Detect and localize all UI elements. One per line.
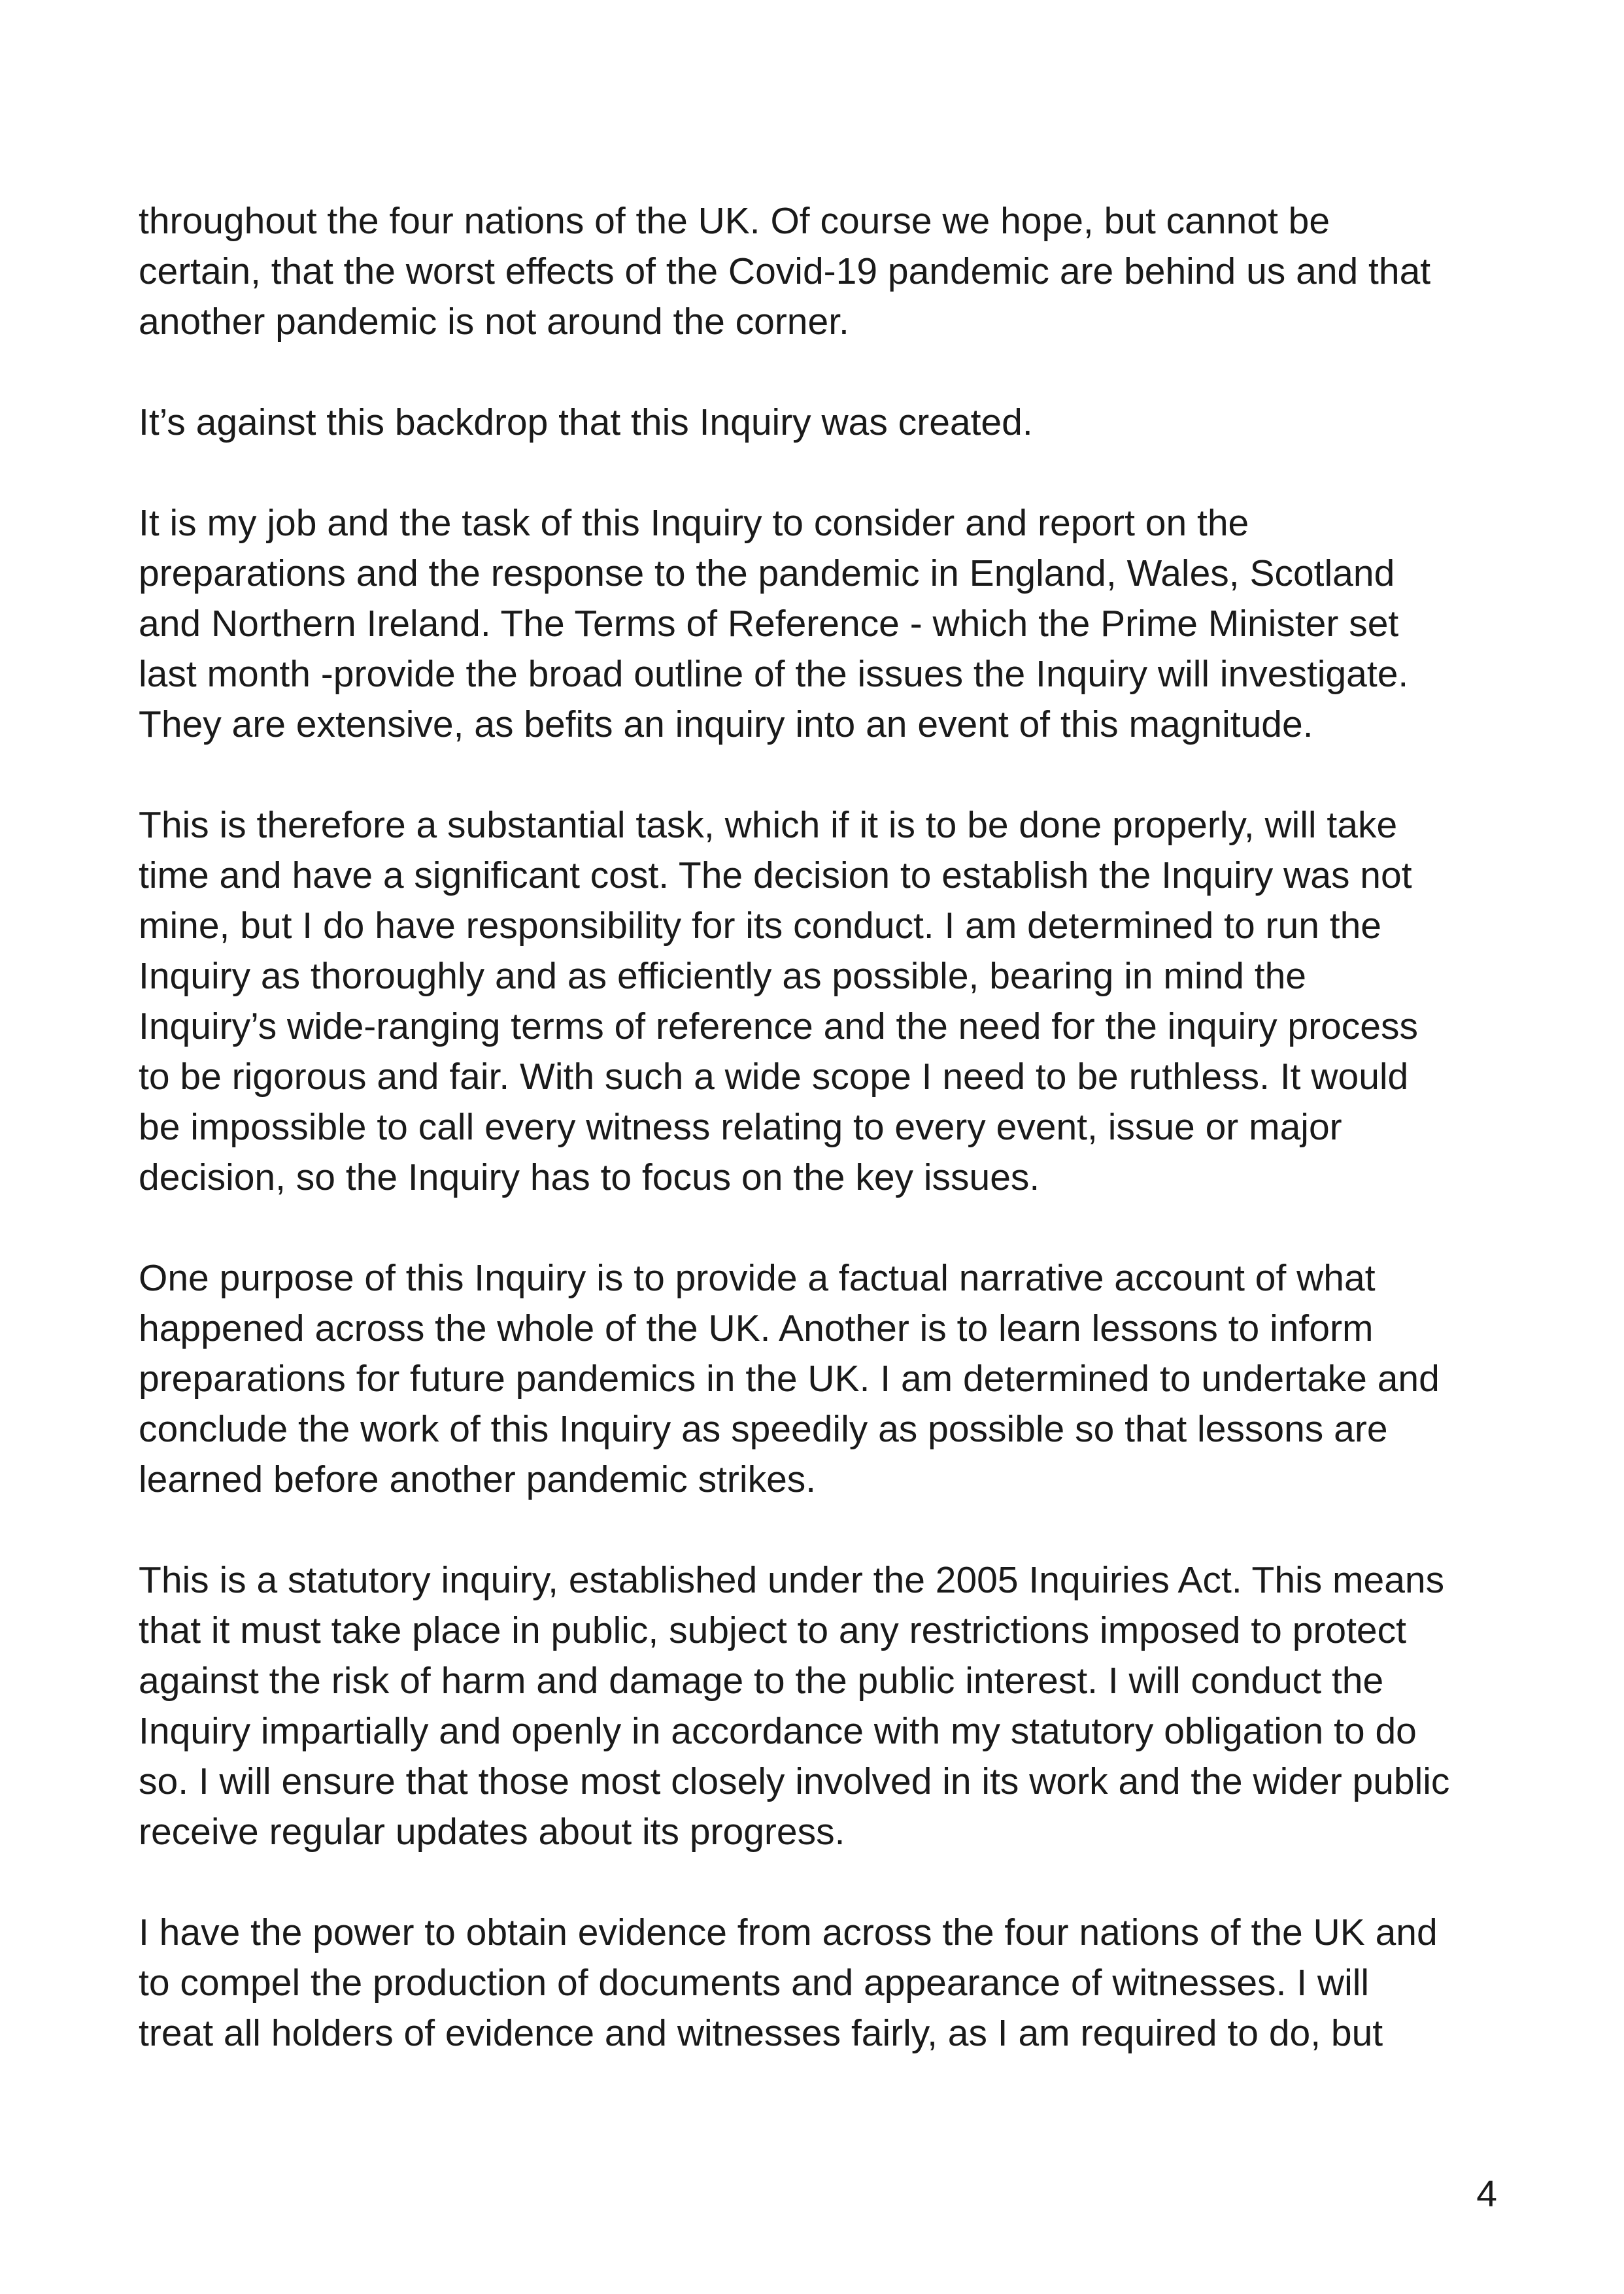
paragraph-line: happened across the whole of the UK. Another is to learn lessons to inform (139, 1307, 1374, 1349)
paragraph-line: conclude the work of this Inquiry as speedily as possible so that lessons are (139, 1408, 1388, 1450)
paragraph-line: I have the power to obtain evidence from across the four nations of the UK and (139, 1912, 1438, 1953)
paragraph-line: time and have a significant cost. The decision to establish the Inquiry was not (139, 854, 1412, 896)
paragraph-4 (139, 800, 1512, 1203)
paragraph-7 (139, 1908, 1512, 2059)
paragraph-2 (139, 397, 1512, 448)
paragraph-line: It is my job and the task of this Inquiry to consider and report on the (139, 502, 1249, 544)
paragraph-line: be impossible to call every witness relating to every event, issue or major (139, 1106, 1342, 1148)
paragraph-line: throughout the four nations of the UK. Of course we hope, but cannot be (139, 200, 1330, 242)
paragraph-1 (139, 196, 1512, 347)
paragraph-line: preparations for future pandemics in the UK. I am determined to undertake and (139, 1358, 1440, 1400)
paragraph-line: preparations and the response to the pandemic in England, Wales, Scotland (139, 552, 1395, 594)
paragraph-line: to compel the production of documents and appearance of witnesses. I will (139, 1962, 1370, 2004)
paragraph-line: decision, so the Inquiry has to focus on the key issues. (139, 1156, 1040, 1198)
paragraph-line: certain, that the worst effects of the Covid-19 pandemic are behind us and that (139, 250, 1431, 292)
paragraph-line: receive regular updates about its progress. (139, 1811, 845, 1853)
paragraph-line: They are extensive, as befits an inquiry into an event of this magnitude. (139, 703, 1313, 745)
paragraph-line: This is therefore a substantial task, which if it is to be done properly, will take (139, 804, 1398, 846)
paragraph-line: Inquiry as thoroughly and as efficiently as possible, bearing in mind the (139, 955, 1307, 997)
paragraph-line: Inquiry impartially and openly in accordance with my statutory obligation to do (139, 1710, 1417, 1752)
paragraph-3 (139, 498, 1512, 750)
page-number: 4 (1476, 2173, 1497, 2215)
paragraph-line: This is a statutory inquiry, established under the 2005 Inquiries Act. This means (139, 1559, 1445, 1601)
paragraph-line: It’s against this backdrop that this Inquiry was created. (139, 401, 1033, 443)
paragraph-line: Inquiry’s wide-ranging terms of reference and the need for the inquiry process (139, 1005, 1419, 1047)
paragraph-line: against the risk of harm and damage to the public interest. I will conduct the (139, 1660, 1384, 1702)
paragraph-line: treat all holders of evidence and witnesses fairly, as I am required to do, but (139, 2012, 1383, 2054)
paragraph-6 (139, 1555, 1512, 1857)
paragraph-line: that it must take place in public, subject to any restrictions imposed to protect (139, 1610, 1406, 1651)
paragraph-line: to be rigorous and fair. With such a wide scope I need to be ruthless. It would (139, 1056, 1409, 1098)
paragraph-line: another pandemic is not around the corner. (139, 301, 849, 343)
document-body (139, 196, 1512, 2109)
paragraph-line: learned before another pandemic strikes. (139, 1459, 817, 1500)
paragraph-line: so. I will ensure that those most closely involved in its work and the wider public (139, 1761, 1450, 1802)
paragraph-5 (139, 1253, 1512, 1505)
paragraph-line: One purpose of this Inquiry is to provide a factual narrative account of what (139, 1257, 1376, 1299)
paragraph-line: and Northern Ireland. The Terms of Reference - which the Prime Minister set (139, 603, 1399, 645)
paragraph-line: last month -provide the broad outline of the issues the Inquiry will investigate. (139, 653, 1409, 695)
paragraph-line: mine, but I do have responsibility for its conduct. I am determined to run the (139, 905, 1381, 947)
